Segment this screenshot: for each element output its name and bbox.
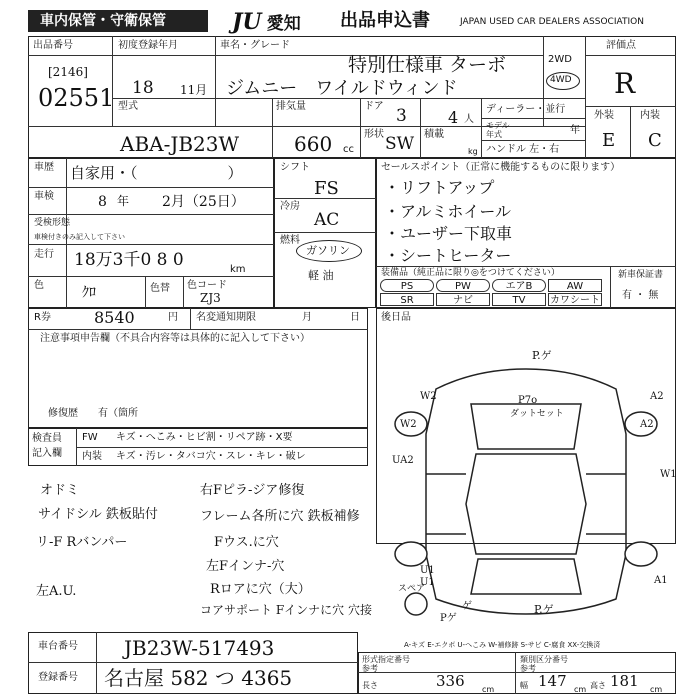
label-history: 車歴 (34, 162, 54, 173)
label-load: 積載 (424, 129, 444, 140)
shape-value: SW (385, 134, 415, 154)
note-4: 左A.U. (36, 584, 77, 599)
mileage-value: 18万3千0 8 0 (74, 250, 184, 270)
label-doors: ドア (364, 101, 384, 112)
label-notice: 注意事項申告欄（不具合内容等は具体的に記入して下さい） (40, 333, 310, 344)
displacement-value: 660 (294, 132, 333, 156)
equipment-item: AW (548, 279, 602, 292)
ju-logo-org: 愛知 (266, 14, 301, 34)
label-handle: ハンドル 左・右 (486, 144, 560, 155)
form-title: 出品申込書 (340, 10, 430, 31)
mark-6: ダットセット (510, 409, 564, 419)
label-shape: 形状 (364, 129, 384, 140)
label-rating: 評価点 (606, 40, 636, 51)
mark-15: ゲ (462, 601, 472, 612)
label-height: 高さ (590, 681, 606, 690)
label-spare: スペア (398, 584, 426, 594)
label-interior: 内装 (640, 110, 660, 121)
label-color-change: 色替 (150, 283, 170, 294)
history-value: 自家用・（ ） (70, 164, 243, 182)
label-color: 色 (34, 280, 44, 291)
sales-point-4: ・シートヒーター (384, 246, 512, 265)
label-car-name: 車名・グレード (220, 40, 290, 51)
ju-logo (232, 9, 301, 35)
label-length: 長さ (362, 681, 378, 690)
mark-14: Pゲ (440, 613, 457, 624)
inspection-year: 8 (98, 194, 107, 210)
note-6: フレーム各所に穴 鉄板補修 (200, 509, 360, 524)
label-ext-row-title: FW (82, 432, 98, 443)
label-int-row: キズ・汚レ・タバコ穴・スレ・キレ・破レ (116, 451, 306, 462)
label-exterior: 外装 (594, 110, 614, 121)
color-value: ｸﾛ (82, 285, 96, 301)
mark-9: W1 (660, 469, 677, 480)
label-year-unit-2: 年 (117, 194, 130, 208)
label-year-unit: 年 (570, 125, 580, 136)
label-inspector-1: 検査員 (32, 433, 62, 444)
mark-12: P.ゲ (534, 603, 554, 616)
cooler-value: AC (314, 210, 340, 230)
cm-unit-3: cm (650, 685, 663, 694)
label-dim-2: 参考 (520, 664, 536, 673)
label-day: 日 (350, 312, 360, 323)
label-repair: 修復歴 有（箇所 (48, 408, 138, 419)
label-first-reg: 初度登録年月 (118, 40, 178, 51)
recycle-value: 8540 (94, 308, 135, 327)
exterior-value: E (602, 130, 616, 151)
label-yen: 円 (168, 312, 178, 323)
label-4wd: 4WD (550, 75, 572, 85)
inspection-date: 2月（25日） (162, 194, 245, 210)
mark-7: A2 (640, 419, 654, 430)
equipment-item: エアB (492, 279, 546, 292)
label-special-1: 受検形態 (34, 218, 71, 228)
fuel-value: ガソリン (306, 244, 350, 257)
label-width: 幅 (520, 681, 528, 690)
car-grade: 特別仕様車 ターボ (348, 54, 507, 76)
height-value: 181 (610, 672, 639, 690)
mark-11: U1 (420, 577, 435, 588)
label-lot-no: 出品番号 (33, 40, 73, 51)
note-10: コアサポート Fインナに穴 穴接 (200, 603, 372, 617)
label-recycle: R券 (34, 312, 51, 323)
equipment-item: PS (380, 279, 434, 292)
mark-13: A1 (654, 575, 668, 586)
color-code-value: ZJ3 (200, 291, 221, 305)
label-diesel: 軽 油 (308, 269, 334, 282)
mark-10: U1 (420, 565, 435, 576)
warranty-options: 有 ・ 無 (622, 290, 659, 301)
label-kg: kg (468, 147, 478, 156)
doors-value: 3 (396, 106, 407, 126)
note-5: 右Fピラ-ジア修復 (200, 483, 305, 498)
equipment-item: カワシート (550, 295, 600, 306)
lot-number: 02551 (38, 84, 115, 112)
label-fuel: 燃料 (280, 235, 300, 246)
diagram-rear-window (471, 559, 581, 594)
label-inspection: 車検 (34, 191, 54, 202)
shift-value: FS (314, 178, 339, 199)
mark-4: W2 (400, 419, 417, 430)
mark-5: P7o (518, 395, 538, 406)
label-model: 型式 (118, 101, 138, 112)
length-value: 147 (538, 672, 567, 690)
reg-month: 11月 (180, 83, 208, 97)
mark-3: A2 (650, 391, 664, 402)
sales-point-3: ・ユーザー下取車 (384, 224, 513, 243)
label-mileage: 走行 (34, 249, 54, 260)
note-8: 左Fインナ-穴 (206, 559, 285, 574)
storage-tag-text: 車内保管・守衛保管 (40, 13, 166, 29)
label-dealer: ディーラー・並行 (486, 104, 566, 115)
mark-2: W2 (420, 391, 437, 402)
label-month: 月 (302, 312, 312, 323)
note-2: サイドシル 鉄板貼付 (38, 507, 158, 522)
note-3: リ-F Rバンパー (36, 535, 128, 550)
equipment-item: PW (436, 279, 490, 292)
label-model-year-2: 年式 (486, 130, 502, 139)
equipment-item: TV (492, 293, 546, 306)
interior-value: C (648, 130, 662, 151)
wheel-rear-right (625, 542, 657, 566)
cc-unit: cc (343, 144, 354, 155)
sales-point-1: ・リフトアップ (384, 178, 495, 197)
damage-legend: A-キズ E-エクボ U-へこみ W-補修跡 S-サビ C-腐食 XX-交換済 (404, 641, 601, 649)
mark-8: UA2 (392, 455, 414, 466)
note-7: Fウス.に穴 (214, 535, 279, 550)
model-value: ABA-JB23W (120, 132, 240, 156)
label-color-code: 色コード (187, 280, 227, 291)
label-sales-points: セールスポイント（正常に機能するものに限ります） (381, 162, 621, 173)
form-subtitle: JAPAN USED CAR DEALERS ASSOCIATION (460, 17, 644, 27)
cm-unit-1: cm (482, 685, 495, 694)
note-9: Rロアに穴（大） (210, 582, 311, 597)
cm-unit-2: cm (574, 685, 587, 694)
diagram-roof (466, 454, 586, 554)
label-dim-1: 類別区分番号 (520, 655, 568, 664)
label-model-year-1: モデル (486, 121, 510, 130)
reg-no-value: 名古屋 582 つ 4365 (104, 666, 293, 690)
label-special-2: 車検付きのみ記入して下さい (34, 233, 125, 241)
label-new-warranty: 新車保証書 (618, 270, 664, 280)
chassis-no-value: JB23W-517493 (124, 636, 275, 660)
label-chassis-no: 車台番号 (38, 641, 78, 652)
label-reg-no: 登録番号 (38, 672, 78, 683)
label-2wd: 2WD (548, 54, 572, 65)
label-spec-2: 参考 (362, 664, 378, 673)
label-seats-unit: 人 (464, 114, 474, 125)
label-rear-seat: 後日品 (381, 312, 411, 323)
spec-value: 336 (436, 672, 465, 690)
equipment-item: SR (380, 293, 434, 306)
km-unit: km (230, 264, 246, 275)
wheel-rear-left (395, 542, 427, 566)
label-name-change: 名変通知期限 (196, 312, 256, 323)
equipment-item: ナビ (436, 293, 490, 306)
label-inspector-2: 記入欄 (32, 448, 62, 459)
sales-point-2: ・アルミホイール (384, 202, 512, 221)
seats-value: 4 (448, 108, 459, 127)
reg-year: 18 (132, 78, 154, 98)
rating-value: R (614, 67, 636, 100)
spare-tire (405, 593, 427, 615)
car-damage-diagram (376, 344, 676, 644)
label-shift: シフト (280, 162, 310, 173)
label-ext-row: キズ・へこみ・ヒビ割・リペア跡・X要 (116, 432, 293, 443)
label-equipment: 装備品（純正品に限り◎をつけてください） (381, 268, 560, 278)
mark-1: P.ゲ (532, 349, 552, 362)
car-name: ジムニー ワイルドウィンド (226, 78, 458, 99)
note-1: オドミ (40, 483, 80, 498)
label-spec-1: 形式指定番号 (362, 655, 410, 664)
label-int-row-title: 内装 (82, 451, 102, 462)
label-displacement: 排気量 (276, 101, 306, 112)
ju-logo-mark: JU (232, 9, 262, 35)
label-cooler: 冷房 (280, 201, 300, 212)
lot-prefix: [2146] (48, 65, 88, 79)
